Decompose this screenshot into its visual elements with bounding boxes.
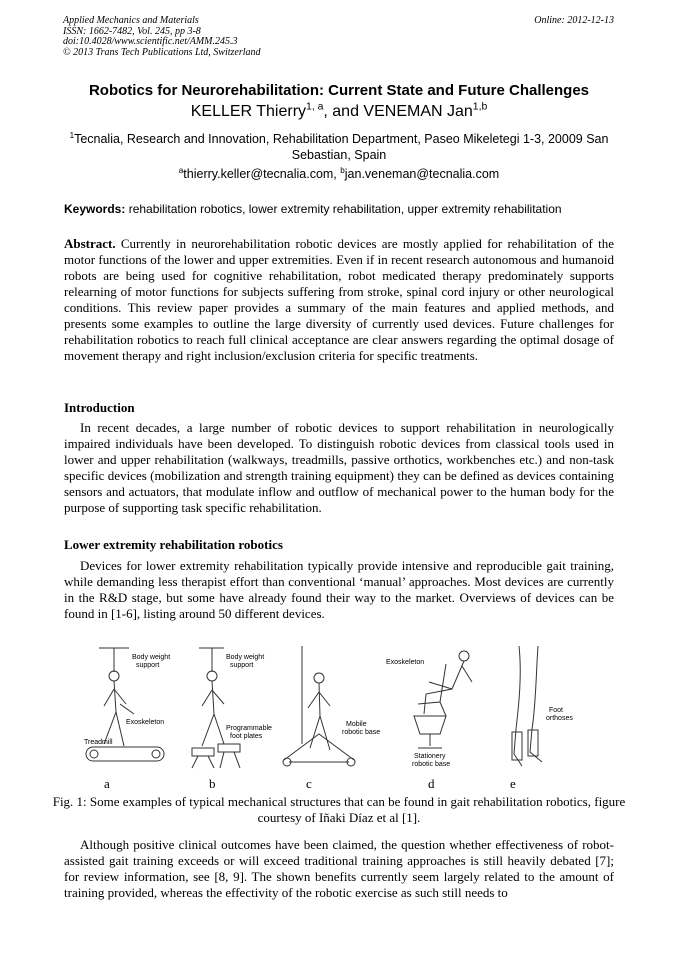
closing-paragraph: Although positive clinical outcomes have been claimed, the question whether effectiveness of robot-assisted gait training exceeds or will exceed traditional training approaches is still heavily debated [7]; for review information, see [8, 9]. The shown benefits currently seem largely related to the amount of training provided, whereas the effectivity of the robotic exercise as such still needs to (64, 837, 614, 900)
author-joiner: , and (323, 103, 364, 120)
online-date: Online: 2012-12-13 (534, 15, 614, 26)
abstract (64, 236, 614, 364)
affiliation (40, 131, 638, 163)
email-line (40, 167, 638, 181)
journal-copyright: © 2013 Trans Tech Publications Ltd, Switzerland (63, 46, 261, 58)
affiliation-marker: 1 (69, 130, 75, 140)
annot-foot-plates-2: foot plates (230, 733, 263, 740)
abstract-label: Abstract. (64, 236, 116, 251)
lower-extremity-text: Devices for lower extremity rehabilitation typically provide intensive and reproducible gait training, while demanding less therapist effort than conventional ‘manual’ approaches. Most devices are currently in the R&D stage, but some have already found their way to the market. Overviews of devices can be found in [1-6], listing around 50 different devices. (64, 558, 614, 621)
annot-foot-orthoses-2: orthoses (546, 715, 573, 722)
email-b-marker: b (340, 165, 345, 175)
svg-text:Programmablefoot plates (226, 725, 272, 740)
annot-mobile-base-1: Mobile (346, 721, 367, 728)
author-keller-affil: 1, a (306, 101, 324, 113)
panel-c-drawing (283, 646, 355, 766)
panel-label-c: c (306, 776, 312, 791)
lower-extremity-heading: Lower extremity rehabilitation robotics (64, 537, 283, 552)
introduction-text: In recent decades, a large number of robotic devices to support rehabilitation in neurologically impaired individuals have been developed. To distinguish robotic devices from classical tools used in lower and upper rehabilitation (walkways, treadmills, passive orthotics, workbenches etc.) and non-task specific devices (mobilization and strength training equipment) they can be defined as devices containing sensors and actuators, that modulate inflow and outflow of mechanical power to the human body for the purpose of supporting task specific rehabilitation. (64, 420, 614, 515)
author-veneman-affil: 1,b (472, 101, 488, 113)
author-line (40, 103, 638, 121)
keywords-text: rehabilitation robotics, lower extremity rehabilitation, upper extremity rehabilitation (125, 202, 562, 216)
introduction-heading: Introduction (64, 400, 135, 415)
svg-text:Stationeryrobotic base (412, 753, 450, 768)
author-keller: KELLER Thierry (190, 103, 307, 120)
annot-bws-a-2: support (136, 662, 160, 669)
panel-label-d: d (428, 776, 435, 791)
journal-header (63, 16, 261, 58)
abstract-text: Currently in neurorehabilitation robotic devices are mostly applied for rehabilitation of the motor functions of the lower and upper extremities. Even if in recent research autonomous and humanoid robots are being used for cognitive rehabilitation, robot medicated therapy predominately supports relearning of motor functions for subjects suffering from stroke, spinal cord injury or other neurological conditions. This review paper provides a summary of the main features and applied methods, and presents some examples to outline the large diversity of currently used devices. Future challenges for rehabilitation robotics to reach full clinical acceptance are clear answers regarding the optimal dosage of movement therapy and right inclusion/exclusion criteria for specific treatments. (64, 236, 614, 363)
svg-text:Body weightsupport (226, 654, 264, 669)
annot-stationary-base-1: Stationery (414, 753, 446, 760)
annot-treadmill: Treadmill (84, 739, 113, 746)
email-veneman[interactable]: jan.veneman@tecnalia.com (344, 167, 500, 181)
author-veneman: VENEMAN Jan (363, 103, 473, 120)
journal-name: Applied Mechanics and Materials (63, 15, 199, 26)
annot-bws-a-1: Body weight (132, 654, 171, 661)
email-keller[interactable]: thierry.keller@tecnalia.com, (183, 167, 341, 181)
keywords (64, 202, 614, 216)
panel-label-b: b (209, 776, 216, 791)
paper-title: Robotics for Neurorehabilitation: Current State and Future Challenges (88, 82, 590, 99)
figure-caption: Fig. 1: Some examples of typical mechanical structures that can be found in gait rehabilitation robotics, figure courtesy of Iñaki Díaz et al [1]. (52, 794, 626, 825)
keywords-label: Keywords: (64, 202, 126, 216)
svg-text:Body weightsupport (132, 654, 170, 669)
annot-exoskeleton-d: Exoskeleton (386, 659, 425, 666)
annot-stationary-base-2: robotic base (412, 761, 451, 768)
annot-mobile-base-2: robotic base (342, 729, 381, 736)
panel-label-e: e (510, 776, 516, 791)
email-a-marker: a (178, 165, 184, 175)
gait-robotics-figure (74, 634, 594, 779)
annot-bws-b-1: Body weight (226, 654, 265, 661)
annot-bws-b-2: support (230, 662, 254, 669)
panel-label-a: a (104, 776, 110, 791)
journal-issn: ISSN: 1662-7482, Vol. 245, pp 3-8 (63, 25, 201, 37)
annot-exoskeleton-a: Exoskeleton (126, 719, 165, 726)
affiliation-text: Tecnalia, Research and Innovation, Rehabilitation Department, Paseo Mikeletegi 1-3, 20009 San Sebastian, Spain (74, 132, 609, 162)
svg-text:Footorthoses (546, 707, 573, 722)
annot-foot-orthoses-1: Foot (549, 707, 564, 714)
annot-foot-plates-1: Programmable (226, 725, 272, 732)
svg-text:Mobilerobotic base (342, 721, 380, 736)
journal-doi[interactable]: doi:10.4028/www.scientific.net/AMM.245.3 (63, 36, 238, 47)
panel-e-drawing (512, 646, 542, 766)
